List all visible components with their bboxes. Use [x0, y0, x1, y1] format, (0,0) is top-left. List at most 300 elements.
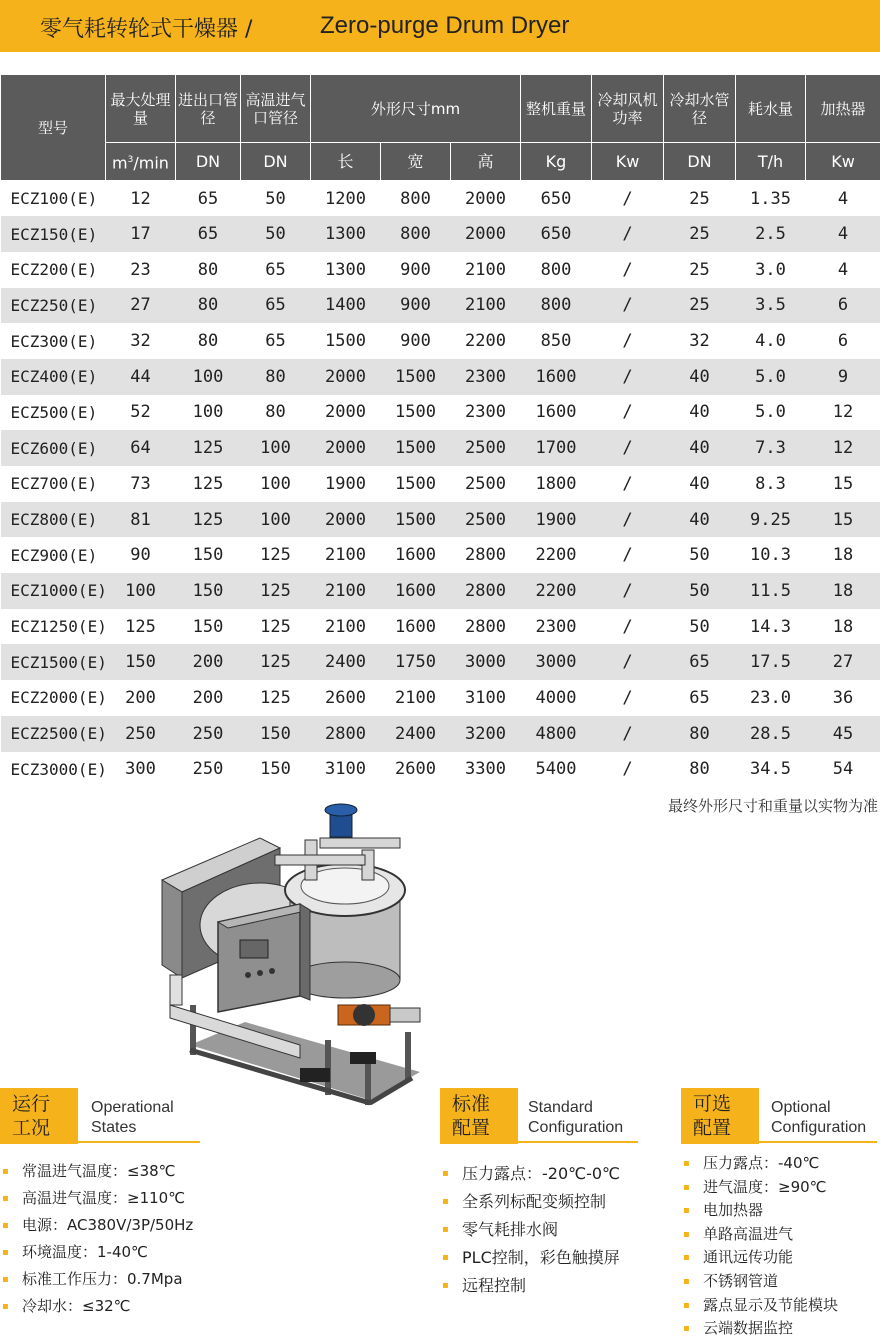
operational-states-section — [0, 1088, 240, 1328]
table-cell: 125 — [241, 644, 311, 680]
table-cell: 1500 — [325, 331, 366, 352]
table-cell: 3.0 — [755, 259, 786, 280]
table-cell: 100 — [192, 402, 224, 423]
table-cell: 150 — [106, 644, 176, 680]
table-cell: 40 — [664, 430, 736, 466]
optional-config-section — [681, 1088, 880, 1336]
spec-table — [0, 74, 880, 787]
table-cell: 50 — [265, 188, 286, 209]
model-cell: ECZ800(E) — [1, 502, 106, 538]
operational-en-line2: States — [91, 1119, 137, 1136]
table-cell: 2100 — [325, 616, 366, 637]
table-cell: 50 — [664, 573, 736, 609]
table-cell: 100 — [241, 430, 311, 466]
unit-dn-hot: DN — [241, 143, 311, 181]
list-item: ▪ 环境温度：1-40℃ — [0, 1239, 193, 1266]
table-cell: 100 — [106, 573, 176, 609]
table-cell: / — [622, 402, 633, 423]
table-cell: 50 — [241, 216, 311, 252]
operational-badge-line2: 工况 — [12, 1117, 51, 1139]
table-cell: 125 — [192, 473, 224, 494]
model-cell: ECZ1250(E) — [10, 617, 107, 637]
list-item: ▪ 单路高温进气 — [681, 1223, 838, 1247]
model-cell: ECZ400(E) — [1, 359, 106, 395]
table-cell: 2100 — [451, 288, 521, 324]
table-cell: 2100 — [465, 259, 506, 280]
model-cell: ECZ250(E) — [1, 288, 106, 324]
header-heater: 加热器 — [806, 75, 880, 143]
optional-rule — [759, 1141, 877, 1143]
table-cell: 40 — [689, 473, 710, 494]
table-cell: 1600 — [535, 402, 577, 423]
standard-rule — [518, 1141, 638, 1143]
table-cell: 80 — [197, 259, 219, 280]
table-cell: 25 — [664, 288, 736, 324]
header-dimensions: 外形尺寸mm — [311, 75, 521, 143]
table-cell: 12 — [832, 402, 854, 423]
table-cell: 2800 — [465, 616, 506, 637]
table-cell: 150 — [260, 759, 291, 780]
table-row — [1, 573, 880, 609]
table-cell: 800 — [381, 216, 451, 252]
table-cell: 45 — [806, 716, 880, 752]
standard-badge-text — [452, 1092, 490, 1140]
list-item: ▪ 远程控制 — [440, 1272, 620, 1300]
table-cell: 2800 — [465, 545, 506, 566]
table-cell: 1500 — [381, 502, 451, 538]
model-cell: ECZ100(E) — [10, 189, 98, 209]
table-cell: 28.5 — [736, 716, 806, 752]
table-cell: 900 — [400, 259, 431, 280]
table-cell: 2300 — [465, 402, 506, 423]
table-cell: 80 — [689, 759, 710, 780]
model-cell: ECZ700(E) — [10, 474, 98, 494]
table-cell: 2.5 — [736, 216, 806, 252]
table-row — [1, 680, 880, 716]
unit-th: T/h — [736, 143, 806, 181]
table-cell: 2000 — [451, 216, 521, 252]
unit-kg: Kg — [521, 143, 592, 181]
title-bar — [0, 0, 880, 52]
table-cell: 44 — [106, 359, 176, 395]
table-cell: 2800 — [451, 573, 521, 609]
unit-kw-heater: Kw — [806, 143, 880, 181]
table-row — [1, 716, 880, 752]
table-cell: 23 — [130, 259, 151, 280]
table-cell: 2200 — [521, 573, 592, 609]
table-cell: 1500 — [381, 359, 451, 395]
table-cell: 3100 — [465, 687, 506, 708]
table-cell: 900 — [381, 288, 451, 324]
table-row — [1, 252, 880, 288]
table-cell: 125 — [260, 545, 291, 566]
table-cell: 650 — [540, 188, 572, 209]
table-cell: 2300 — [535, 616, 577, 637]
unit-height: 高 — [451, 143, 521, 181]
table-cell: / — [592, 644, 664, 680]
table-cell: 18 — [806, 573, 880, 609]
table-cell: 250 — [106, 716, 176, 752]
table-cell: / — [592, 430, 664, 466]
table-cell: 2600 — [395, 759, 436, 780]
table-row — [1, 502, 880, 538]
table-cell: 34.5 — [750, 759, 791, 780]
table-cell: 32 — [130, 331, 151, 352]
list-item: ▪ 云端数据监控 — [681, 1317, 838, 1336]
table-cell: 36 — [832, 687, 854, 708]
table-row — [1, 537, 880, 573]
list-item: ▪ 通讯远传功能 — [681, 1246, 838, 1270]
list-item: ▪ 常温进气温度：≤38℃ — [0, 1158, 193, 1185]
table-cell: 100 — [176, 359, 241, 395]
table-cell: 1500 — [381, 430, 451, 466]
table-cell: 5400 — [535, 759, 577, 780]
list-item: ▪ 电源：AC380V/3P/50Hz — [0, 1212, 193, 1239]
table-cell: 4 — [837, 259, 849, 280]
table-cell: 52 — [130, 402, 151, 423]
table-row — [1, 323, 880, 359]
table-row — [1, 395, 880, 431]
table-cell: 6 — [837, 331, 849, 352]
table-cell: 2000 — [465, 188, 506, 209]
unit-flow-sup: 3 — [127, 154, 134, 165]
table-cell: / — [592, 288, 664, 324]
table-cell: 17 — [106, 216, 176, 252]
table-cell: 125 — [125, 616, 156, 637]
table-cell: 150 — [176, 573, 241, 609]
unit-length: 长 — [311, 143, 381, 181]
table-cell: / — [592, 573, 664, 609]
table-cell: 40 — [664, 359, 736, 395]
table-cell: / — [592, 359, 664, 395]
list-item: ▪ 压力露点：-40℃ — [681, 1152, 838, 1176]
table-row — [1, 181, 880, 217]
table-cell: 800 — [540, 259, 572, 280]
table-cell: / — [622, 616, 633, 637]
table-cell: 1900 — [521, 502, 592, 538]
header-hot-inlet-diameter: 高温进气口管径 — [241, 75, 311, 143]
table-cell: 1400 — [311, 288, 381, 324]
table-cell: 90 — [130, 545, 151, 566]
table-cell: 125 — [176, 502, 241, 538]
list-item: ▪ 电加热器 — [681, 1199, 838, 1223]
standard-list — [440, 1160, 620, 1300]
table-cell: / — [622, 188, 633, 209]
model-cell: ECZ500(E) — [10, 402, 98, 422]
header-model: 型号 — [1, 75, 106, 181]
list-item: ▪ 全系列标配变频控制 — [440, 1188, 620, 1216]
table-cell: / — [622, 759, 633, 780]
table-cell: 850 — [540, 331, 572, 352]
table-cell: 80 — [241, 359, 311, 395]
table-cell: 2100 — [311, 573, 381, 609]
table-cell: 6 — [806, 288, 880, 324]
model-cell: ECZ300(E) — [10, 331, 98, 351]
table-cell: 1800 — [535, 473, 577, 494]
header-inlet-outlet-diameter: 进出口管径 — [176, 75, 241, 143]
table-cell: 2000 — [311, 430, 381, 466]
table-cell: / — [622, 259, 633, 280]
unit-flow-tail: /min — [133, 153, 169, 173]
table-cell: 150 — [241, 716, 311, 752]
table-cell: 1200 — [325, 188, 366, 209]
table-cell: 900 — [400, 331, 431, 352]
standard-badge — [440, 1088, 518, 1144]
table-cell: 1600 — [521, 359, 592, 395]
operational-list — [0, 1158, 193, 1320]
table-cell: 5.0 — [736, 359, 806, 395]
table-cell: 65 — [197, 188, 219, 209]
table-cell: 125 — [260, 687, 291, 708]
table-cell: 125 — [241, 573, 311, 609]
table-row — [1, 216, 880, 252]
unit-flow-base: m — [112, 153, 128, 173]
table-cell: 2600 — [325, 687, 366, 708]
list-item: ▪ 零气耗排水阀 — [440, 1216, 620, 1244]
title-english: Zero-purge Drum Dryer — [320, 12, 570, 39]
operational-en-title — [91, 1098, 174, 1138]
table-cell: 800 — [521, 288, 592, 324]
table-cell: 1300 — [325, 259, 366, 280]
table-cell: 12 — [130, 188, 151, 209]
table-cell: 1600 — [395, 545, 436, 566]
table-cell: 2200 — [465, 331, 506, 352]
table-cell: 4 — [837, 188, 849, 209]
header-fan-power: 冷却风机功率 — [592, 75, 664, 143]
table-cell: 1500 — [395, 402, 436, 423]
table-cell: 100 — [241, 502, 311, 538]
operational-badge-line1: 运行 — [12, 1093, 51, 1115]
table-cell: 150 — [192, 616, 224, 637]
table-cell: 80 — [176, 288, 241, 324]
table-cell: 32 — [689, 331, 710, 352]
table-cell: 1600 — [395, 616, 436, 637]
standard-badge-line1: 标准 — [452, 1093, 491, 1115]
standard-en-title — [528, 1098, 623, 1138]
standard-en-line2: Configuration — [528, 1119, 624, 1136]
table-cell: 1750 — [381, 644, 451, 680]
table-cell: 50 — [689, 616, 710, 637]
table-cell: 2100 — [325, 545, 366, 566]
table-cell: 4 — [806, 216, 880, 252]
table-cell: / — [592, 716, 664, 752]
table-cell: 125 — [260, 616, 291, 637]
table-cell: 65 — [689, 687, 710, 708]
header-water-consumption: 耗水量 — [736, 75, 806, 143]
list-item: ▪ 标准工作压力：0.7Mpa — [0, 1266, 193, 1293]
dryer-machine-illustration — [150, 800, 570, 1120]
note-text: 最终外形尺寸和重量以实物为准 — [667, 797, 878, 815]
list-item: ▪ PLC控制，彩色触摸屏 — [440, 1244, 620, 1272]
table-cell: 7.3 — [736, 430, 806, 466]
optional-en-line1: Optional — [771, 1099, 831, 1116]
table-cell: 2300 — [451, 359, 521, 395]
table-cell: 15 — [832, 473, 854, 494]
table-cell: 650 — [521, 216, 592, 252]
model-cell: ECZ3000(E) — [10, 759, 107, 779]
table-cell: 80 — [265, 402, 286, 423]
table-cell: 2800 — [311, 716, 381, 752]
list-item: ▪ 进气温度：≥90℃ — [681, 1176, 838, 1200]
optional-badge — [681, 1088, 759, 1144]
table-row — [1, 609, 880, 645]
table-cell: 2000 — [325, 402, 366, 423]
optional-en-title — [771, 1098, 866, 1138]
operational-en-line1: Operational — [91, 1099, 174, 1116]
table-cell: 23.0 — [750, 687, 791, 708]
table-cell: 25 — [689, 188, 710, 209]
table-cell: 1.35 — [750, 188, 791, 209]
table-cell: 12 — [806, 430, 880, 466]
model-cell: ECZ600(E) — [1, 430, 106, 466]
unit-dn-water: DN — [664, 143, 736, 181]
table-cell: 2100 — [395, 687, 436, 708]
table-cell: 25 — [689, 259, 710, 280]
table-cell: 17.5 — [736, 644, 806, 680]
list-item: ▪ 不锈钢管道 — [681, 1270, 838, 1294]
table-cell: 4.0 — [755, 331, 786, 352]
table-cell: / — [622, 545, 633, 566]
table-cell: 150 — [192, 545, 224, 566]
table-cell: 800 — [400, 188, 431, 209]
table-cell: 9.25 — [736, 502, 806, 538]
table-cell: 3300 — [465, 759, 506, 780]
unit-dn-inlet: DN — [176, 143, 241, 181]
optional-badge-line2: 配置 — [693, 1117, 732, 1139]
model-cell: ECZ2000(E) — [10, 688, 107, 708]
table-cell: 50 — [689, 545, 710, 566]
table-cell: 65 — [241, 288, 311, 324]
operational-badge — [0, 1088, 78, 1144]
table-cell: 2400 — [311, 644, 381, 680]
table-cell: 2500 — [465, 473, 506, 494]
table-cell: 2000 — [311, 359, 381, 395]
table-cell: 4800 — [521, 716, 592, 752]
table-cell: 5.0 — [755, 402, 786, 423]
table-cell: 40 — [664, 502, 736, 538]
standard-en-line1: Standard — [528, 1099, 593, 1116]
table-cell: 80 — [197, 331, 219, 352]
table-cell: 1600 — [381, 573, 451, 609]
table-cell: 14.3 — [750, 616, 791, 637]
model-cell: ECZ1500(E) — [1, 644, 106, 680]
header-water-diameter: 冷却水管径 — [664, 75, 736, 143]
list-item: ▪ 压力露点：-20℃-0℃ — [440, 1160, 620, 1188]
table-cell: 3000 — [521, 644, 592, 680]
table-row — [1, 466, 880, 502]
header-weight: 整机重量 — [521, 75, 592, 143]
table-cell: 2000 — [311, 502, 381, 538]
model-cell: ECZ150(E) — [1, 216, 106, 252]
operational-badge-text — [12, 1092, 50, 1140]
header-max-flow: 最大处理量 — [106, 75, 176, 143]
table-cell: 65 — [265, 259, 286, 280]
table-cell: 200 — [192, 687, 224, 708]
table-cell: 27 — [106, 288, 176, 324]
unit-flow — [106, 143, 176, 181]
table-row — [1, 644, 880, 680]
list-item: ▪ 冷却水：≤32℃ — [0, 1293, 193, 1320]
table-cell: 80 — [664, 716, 736, 752]
table-cell: / — [622, 473, 633, 494]
list-item: ▪ 露点显示及节能模块 — [681, 1294, 838, 1318]
table-row — [1, 430, 880, 466]
table-cell: 200 — [125, 687, 156, 708]
table-cell: 64 — [106, 430, 176, 466]
table-row — [1, 359, 880, 395]
table-cell: / — [592, 216, 664, 252]
table-cell: 54 — [832, 759, 854, 780]
table-cell: 1700 — [521, 430, 592, 466]
table-cell: 25 — [664, 216, 736, 252]
table-cell: 65 — [176, 216, 241, 252]
table-row — [1, 752, 880, 788]
table-cell: 18 — [832, 616, 854, 637]
title-chinese: 零气耗转轮式干燥器 / — [40, 17, 253, 42]
table-cell: / — [592, 502, 664, 538]
table-cell: 1900 — [325, 473, 366, 494]
operational-rule — [78, 1141, 200, 1143]
optional-en-line2: Configuration — [771, 1119, 867, 1136]
table-cell: 2500 — [451, 430, 521, 466]
unit-kw-fan: Kw — [592, 143, 664, 181]
table-cell: 125 — [176, 430, 241, 466]
unit-width: 宽 — [381, 143, 451, 181]
optional-badge-line1: 可选 — [693, 1093, 732, 1115]
table-cell: 4000 — [535, 687, 577, 708]
table-row — [1, 288, 880, 324]
table-cell: 65 — [265, 331, 286, 352]
table-cell: 3.5 — [736, 288, 806, 324]
table-cell: 10.3 — [750, 545, 791, 566]
list-item: ▪ 高温进气温度：≥110℃ — [0, 1185, 193, 1212]
optional-list — [681, 1152, 838, 1336]
model-cell: ECZ2500(E) — [1, 716, 106, 752]
model-cell: ECZ1000(E) — [1, 573, 106, 609]
table-cell: 3200 — [451, 716, 521, 752]
table-cell: 3100 — [325, 759, 366, 780]
table-cell: 3000 — [451, 644, 521, 680]
table-cell: 2400 — [381, 716, 451, 752]
table-cell: 9 — [806, 359, 880, 395]
table-cell: 8.3 — [755, 473, 786, 494]
table-cell: 300 — [125, 759, 156, 780]
table-cell: 65 — [664, 644, 736, 680]
table-cell: 1300 — [311, 216, 381, 252]
table-cell: 27 — [806, 644, 880, 680]
table-cell: 2500 — [451, 502, 521, 538]
table-cell: 18 — [832, 545, 854, 566]
optional-badge-text — [693, 1092, 731, 1140]
table-cell: 81 — [106, 502, 176, 538]
table-cell: 40 — [689, 402, 710, 423]
table-cell: 15 — [806, 502, 880, 538]
standard-badge-line2: 配置 — [452, 1117, 491, 1139]
table-cell: 250 — [192, 759, 224, 780]
table-cell: / — [622, 687, 633, 708]
table-cell: 250 — [176, 716, 241, 752]
table-cell: / — [622, 331, 633, 352]
model-cell: ECZ900(E) — [10, 545, 98, 565]
table-cell: 73 — [130, 473, 151, 494]
table-cell: 100 — [260, 473, 291, 494]
table-cell: 200 — [176, 644, 241, 680]
table-cell: 11.5 — [736, 573, 806, 609]
table-cell: 2200 — [535, 545, 577, 566]
table-cell: 1500 — [395, 473, 436, 494]
model-cell: ECZ200(E) — [10, 260, 98, 280]
standard-config-section — [440, 1088, 670, 1308]
